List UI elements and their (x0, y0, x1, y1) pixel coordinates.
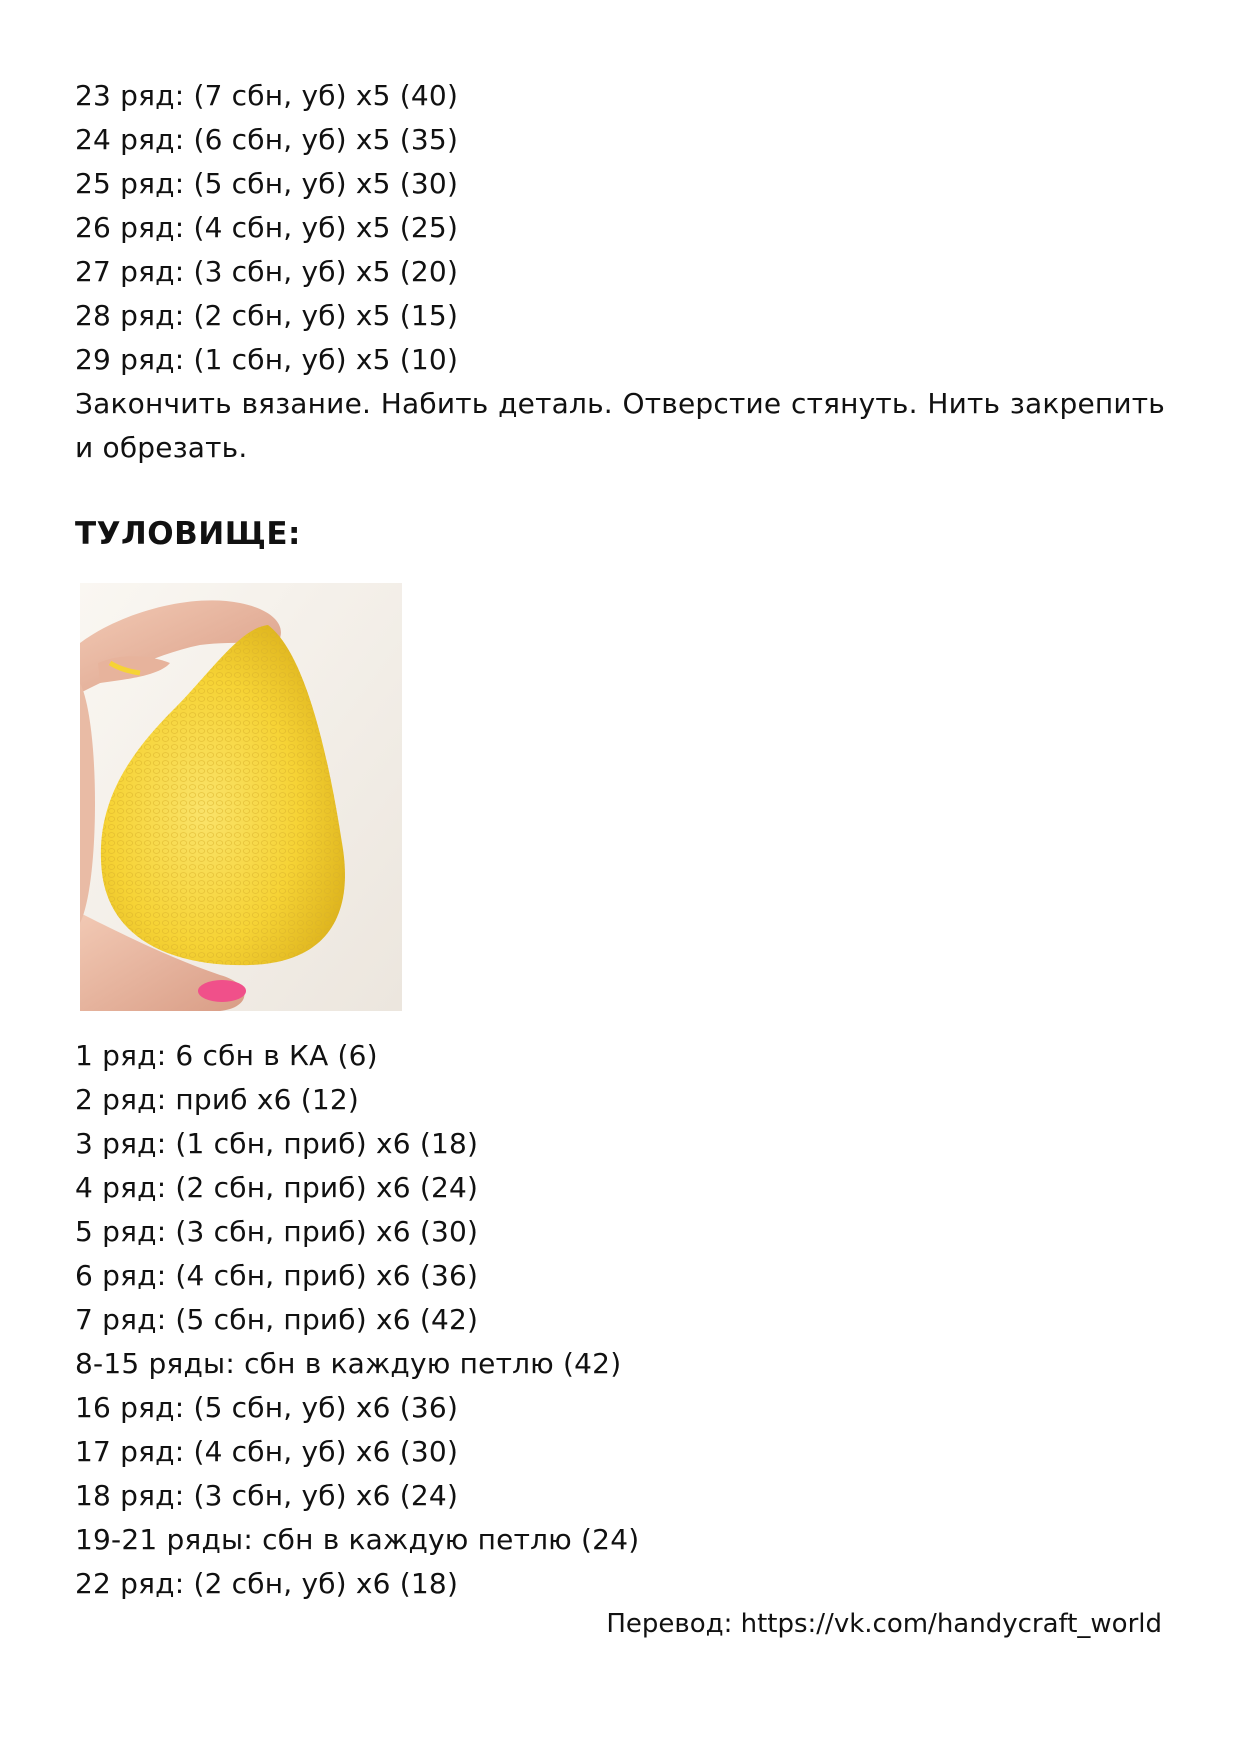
pattern-row: 8-15 ряды: сбн в каждую петлю (42) (75, 1347, 622, 1380)
body-rows-block (75, 1034, 1165, 1606)
pattern-row: 2 ряд: приб х6 (12) (75, 1083, 360, 1116)
pattern-row: 29 ряд: (1 сбн, уб) х5 (10) (75, 343, 459, 376)
section-title: ТУЛОВИЩЕ: (75, 516, 301, 552)
translation-credit: Перевод: https://vk.com/handycraft_world (606, 1609, 1162, 1639)
pattern-row: 28 ряд: (2 сбн, уб) х5 (15) (75, 299, 459, 332)
pattern-row: 23 ряд: (7 сбн, уб) х5 (40) (75, 79, 459, 112)
pattern-row: 3 ряд: (1 сбн, приб) х6 (18) (75, 1127, 479, 1160)
crochet-body-illustration (80, 583, 402, 1011)
pattern-row: 26 ряд: (4 сбн, уб) х5 (25) (75, 211, 459, 244)
pattern-row: 1 ряд: 6 сбн в КА (6) (75, 1039, 378, 1072)
pattern-row: 17 ряд: (4 сбн, уб) х6 (30) (75, 1435, 459, 1468)
pattern-row: 22 ряд: (2 сбн, уб) х6 (18) (75, 1567, 459, 1600)
pattern-row: 7 ряд: (5 сбн, приб) х6 (42) (75, 1303, 479, 1336)
pattern-row: 19-21 ряды: сбн в каждую петлю (24) (75, 1523, 640, 1556)
pattern-row: 27 ряд: (3 сбн, уб) х5 (20) (75, 255, 459, 288)
pattern-row: 24 ряд: (6 сбн, уб) х5 (35) (75, 123, 459, 156)
pattern-row: 25 ряд: (5 сбн, уб) х5 (30) (75, 167, 459, 200)
finish-instructions: Закончить вязание. Набить деталь. Отверстие стянуть. Нить закрепить и обрезать. (75, 387, 1165, 464)
pattern-row: 16 ряд: (5 сбн, уб) х6 (36) (75, 1391, 459, 1424)
pattern-row: 6 ряд: (4 сбн, приб) х6 (36) (75, 1259, 479, 1292)
pattern-row: 5 ряд: (3 сбн, приб) х6 (30) (75, 1215, 479, 1248)
top-rows-block (75, 74, 1165, 470)
body-photo (80, 583, 402, 1011)
pattern-row: 18 ряд: (3 сбн, уб) х6 (24) (75, 1479, 459, 1512)
pattern-row: 4 ряд: (2 сбн, приб) х6 (24) (75, 1171, 479, 1204)
